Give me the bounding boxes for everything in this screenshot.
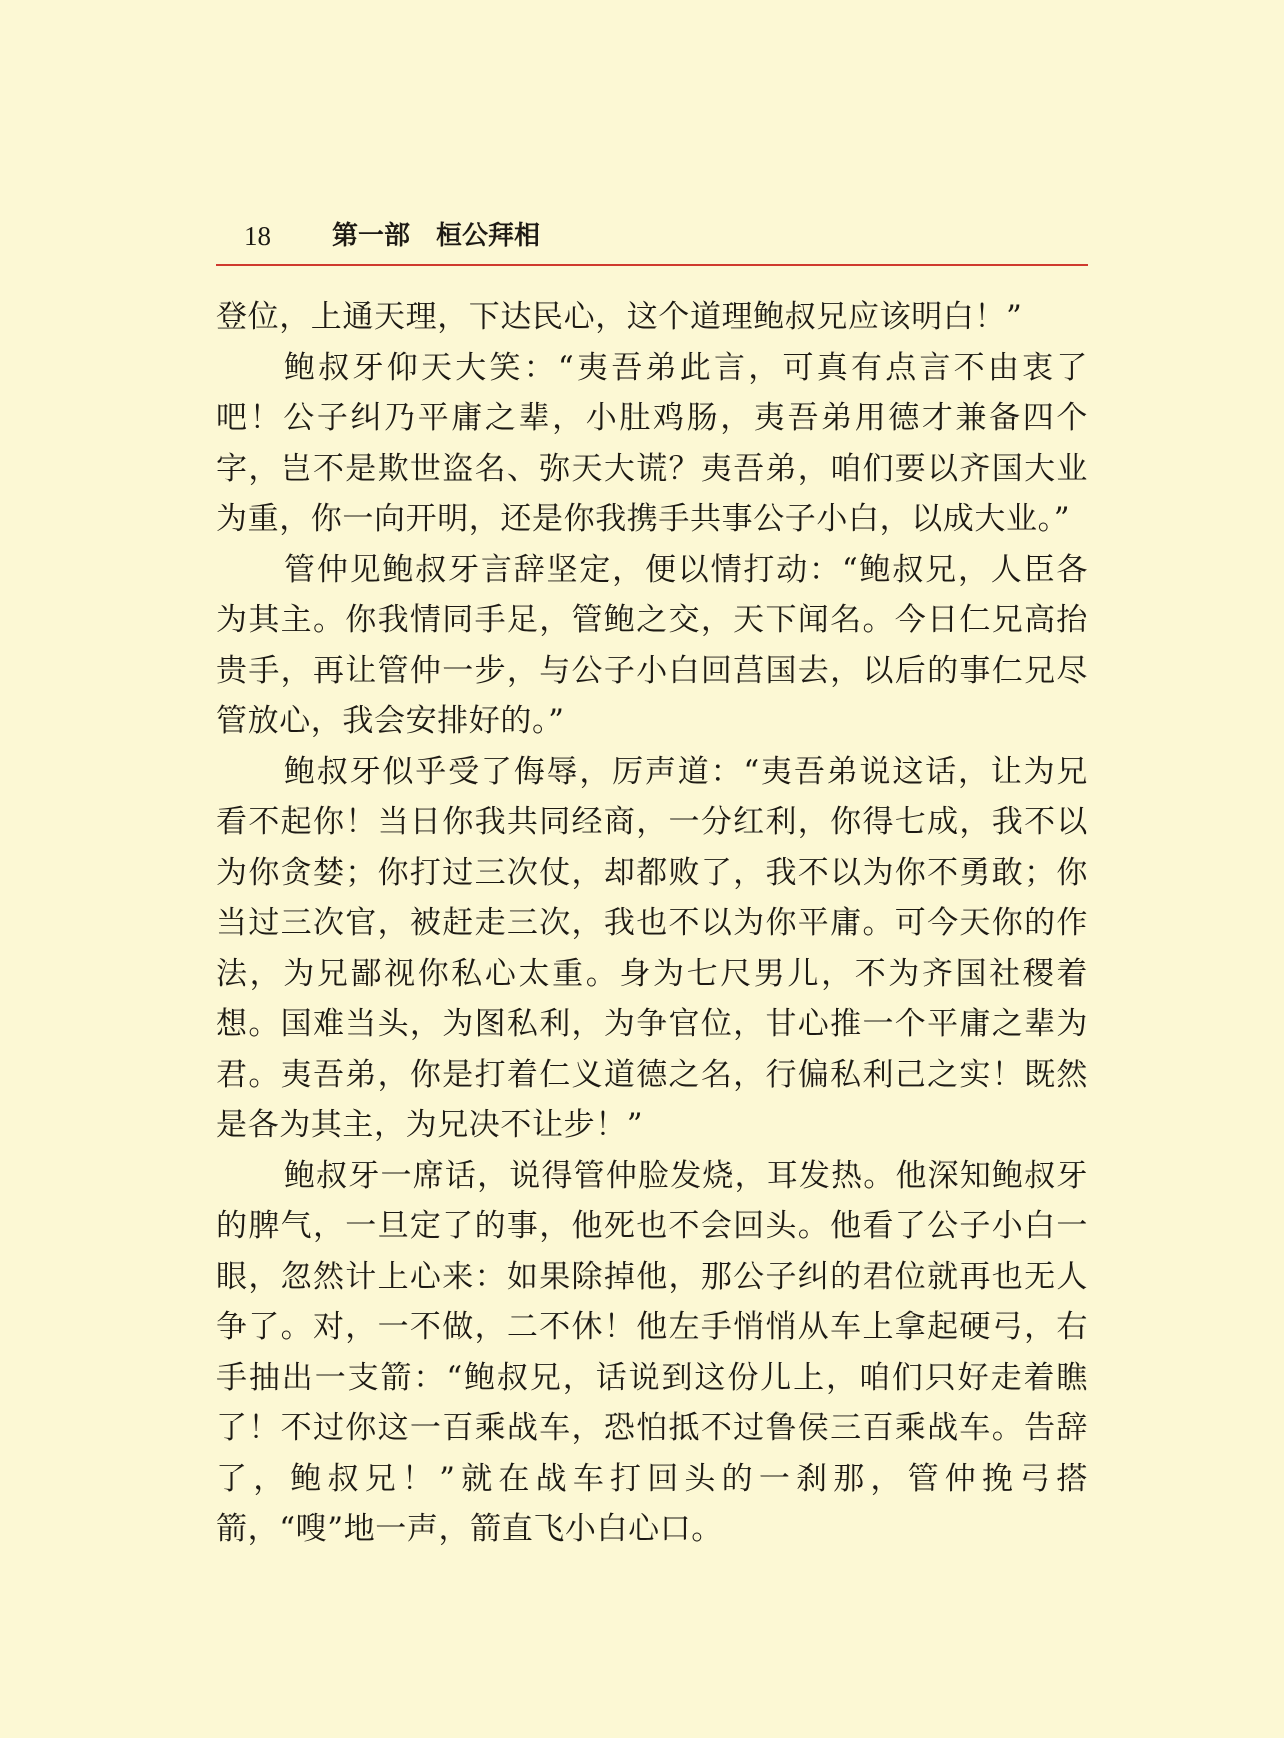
paragraph: 鲍叔牙一席话，说得管仲脸发烧，耳发热。他深知鲍叔牙的脾气，一旦定了的事，他死也不会回头。他看了公子小白一眼，忽然计上心来：如果除掉他，那公子纠的君位就再也无人争了。对，一不做，二不休！他左手悄悄从车上拿起硬弓，右手抽出一支箭：“鲍叔兄，话说到这份儿上，咱们只好走着瞧了！不过你这一百乘战车，恐怕抵不过鲁侯三百乘战车。告辞了，鲍叔兄！”就在战车打回头的一刹那，管仲挽弓搭箭，“嗖”地一声，箭直飞小白心口。 <box>216 1157 1088 1547</box>
running-header <box>216 216 1088 264</box>
page-number: 18 <box>244 221 271 251</box>
body-text <box>216 292 1088 1555</box>
part-title: 第一部 桓公拜相 <box>332 221 541 251</box>
paragraph-continuation: 登位，上通天理，下达民心，这个道理鲍叔兄应该明白！” <box>216 299 1023 335</box>
paragraph: 管仲见鲍叔牙言辞坚定，便以情打动：“鲍叔兄，人臣各为其主。你我情同手足，管鲍之交，天下闻名。今日仁兄高抬贵手，再让管仲一步，与公子小白回莒国去，以后的事仁兄尽管放心，我会安排好的。” <box>216 551 1088 739</box>
paragraph: 鲍叔牙仰天大笑：“夷吾弟此言，可真有点言不由衷了吧！公子纠乃平庸之辈，小肚鸡肠，夷吾弟用德才兼备四个字，岂不是欺世盗名、弥天大谎？夷吾弟，咱们要以齐国大业为重，你一向开明，还是你我携手共事公子小白，以成大业。” <box>216 349 1088 537</box>
header-rule <box>216 264 1088 266</box>
paragraph: 鲍叔牙似乎受了侮辱，厉声道：“夷吾弟说这话，让为兄看不起你！当日你我共同经商，一分红利，你得七成，我不以为你贪婪；你打过三次仗，却都败了，我不以为你不勇敢；你当过三次官，被赶走三次，我也不以为你平庸。可今天你的作法，为兄鄙视你私心太重。身为七尺男儿，不为齐国社稷着想。国难当头，为图私利，为争官位，甘心推一个平庸之辈为君。夷吾弟，你是打着仁义道德之名，行偏私利己之实！既然是各为其主，为兄决不让步！” <box>216 753 1088 1143</box>
